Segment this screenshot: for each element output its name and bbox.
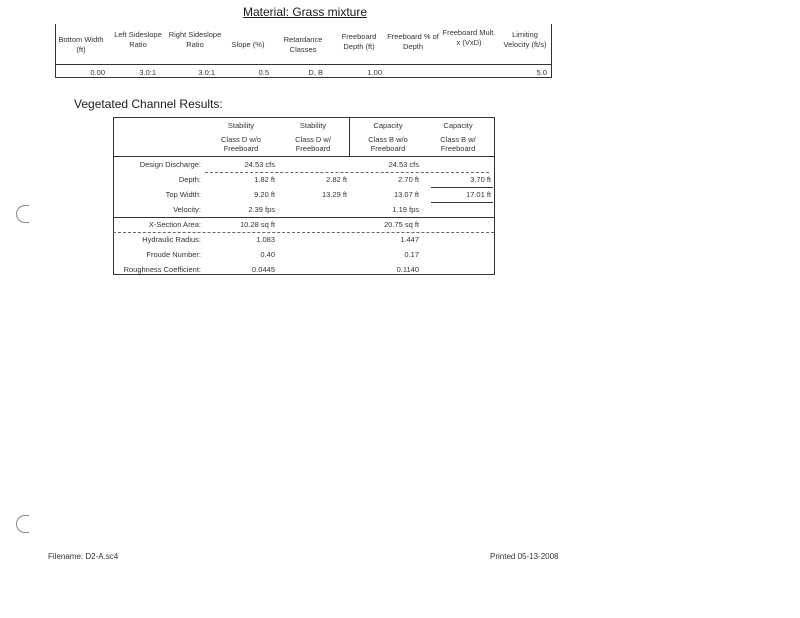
column-header (205, 121, 277, 153)
row-separator (113, 217, 494, 218)
table-border (113, 274, 495, 275)
header-left-sideslope: Left Sideslope Ratio (114, 30, 162, 49)
row-label: Roughness Coefficient: (123, 265, 201, 274)
row-separator (431, 202, 493, 203)
results-title: Vegetated Channel Results: (74, 97, 223, 111)
header-retardance: Retardance Classes (283, 35, 323, 54)
table-cell: 0.40 (260, 250, 275, 259)
table-cell: 3.70 ft (470, 175, 491, 184)
value-freeboard-depth: 1.00 (367, 68, 382, 77)
header-freeboard-depth: Freeboard Depth (ft) (341, 32, 377, 51)
column-header-sub: Class D w/o Freeboard (220, 135, 261, 153)
value-slope: 0.5 (258, 68, 269, 77)
table-cell: 9.20 ft (254, 190, 275, 199)
table-cell: 0.0445 (252, 265, 275, 274)
table-cell: 24.53 cfs (244, 160, 275, 169)
table-cell: 1.447 (400, 235, 419, 244)
value-right-sideslope: 3.0:1 (198, 68, 215, 77)
table-cell: 1.19 fps (392, 205, 419, 214)
column-header-top: Stability (299, 121, 327, 130)
row-label: Hydraulic Radius: (142, 235, 201, 244)
table-cell: 2.82 ft (326, 175, 347, 184)
table-cell: 2.39 fps (248, 205, 275, 214)
value-left-sideslope: 3.0:1 (139, 68, 156, 77)
binder-hole-mark (16, 205, 29, 223)
table-cell: 17.01 ft (465, 190, 491, 199)
row-label: Top Width: (165, 190, 201, 199)
table-border (113, 117, 114, 275)
table-border (494, 117, 495, 275)
header-freeboard-mult: Freeboard Mult. x (VxD) (442, 28, 496, 47)
table-border (113, 117, 495, 118)
footer-filename: Filename: D2-A.sc4 (48, 552, 119, 561)
material-title: Material: Grass mixture (242, 5, 368, 19)
table-cell: 13.29 ft (321, 190, 347, 199)
table-divider (55, 64, 552, 65)
row-label: Depth: (178, 175, 201, 184)
header-freeboard-percent: Freeboard % of Depth (387, 32, 439, 51)
table-cell: 24.53 cfs (388, 160, 419, 169)
row-separator (113, 232, 494, 233)
column-header-sub: Class B w/ Freeboard (440, 135, 476, 153)
column-divider (349, 118, 350, 156)
table-border (551, 24, 552, 78)
row-separator (431, 187, 493, 188)
column-header-top: Capacity (373, 121, 403, 130)
row-label: X-Section Area: (148, 220, 201, 229)
parameter-table (55, 20, 552, 78)
table-cell: 0.17 (404, 250, 419, 259)
value-bottom-width: 0.00 (90, 68, 105, 77)
table-border (55, 77, 552, 78)
row-label: Design Discharge: (139, 160, 201, 169)
column-header-sub: Class D w/ Freeboard (295, 135, 331, 153)
value-limiting-velocity: 5.0 (536, 68, 547, 77)
column-header-sub: Class B w/o Freeboard (368, 135, 408, 153)
table-cell: 1.82 ft (254, 175, 275, 184)
column-header-top: Capacity (443, 121, 473, 130)
table-cell: 0.1140 (396, 265, 419, 274)
column-header (353, 121, 423, 153)
row-separator (205, 172, 489, 173)
table-cell: 20.75 sq ft (383, 220, 419, 229)
value-retardance: D, B (308, 68, 323, 77)
header-limiting-velocity: Limiting Velocity (ft/s) (503, 30, 547, 49)
header-slope: Slope (%) (231, 40, 265, 49)
results-table (113, 117, 495, 275)
table-cell: 2.70 ft (398, 175, 419, 184)
column-header (279, 121, 347, 153)
binder-hole-mark (16, 515, 29, 533)
footer-printed-date: Printed 05-13-2008 (490, 552, 559, 561)
table-cell: 1.083 (256, 235, 275, 244)
row-label: Velocity: (173, 205, 201, 214)
column-header-top: Stability (227, 121, 255, 130)
column-header (427, 121, 489, 153)
table-cell: 13.07 ft (393, 190, 419, 199)
table-cell: 10.28 sq ft (239, 220, 275, 229)
row-label: Froude Number: (146, 250, 201, 259)
table-divider (113, 156, 495, 157)
header-bottom-width: Bottom Width (ft) (58, 35, 104, 54)
header-right-sideslope: Right Sideslope Ratio (168, 30, 222, 49)
